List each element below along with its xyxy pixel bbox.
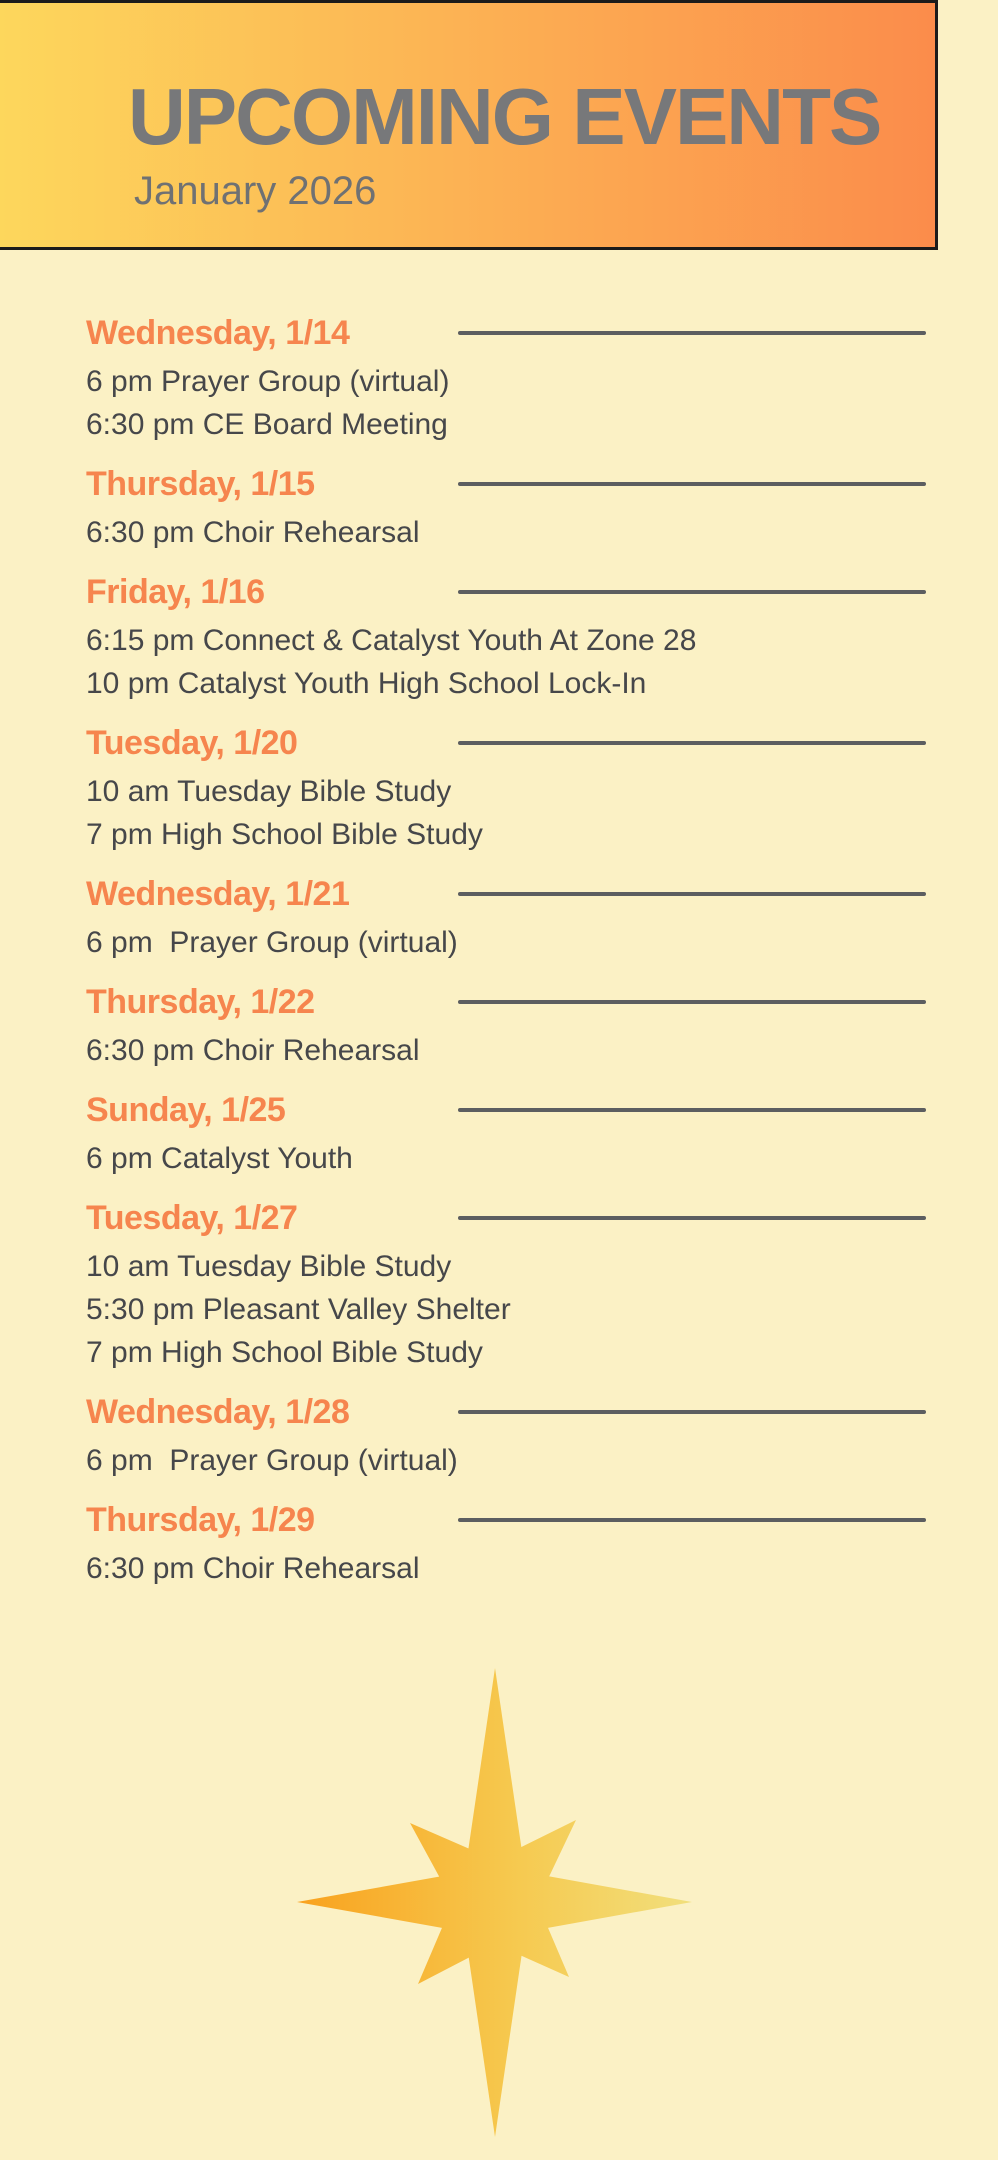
event-date-heading: Thursday, 1/22: [86, 983, 315, 1021]
event-item: 7 pm High School Bible Study: [86, 1336, 483, 1369]
event-item: 6:30 pm Choir Rehearsal: [86, 1552, 420, 1585]
page-subtitle: January 2026: [134, 169, 377, 213]
event-day-heading-row: [86, 1198, 978, 1239]
event-date-heading: Wednesday, 1/28: [86, 1393, 350, 1431]
divider-line: [458, 1216, 926, 1220]
event-items: [86, 619, 978, 705]
event-date-heading: Friday, 1/16: [86, 573, 265, 611]
event-day-block: [86, 572, 978, 705]
event-day-block: [86, 1198, 978, 1374]
event-date-heading: Wednesday, 1/14: [86, 314, 350, 352]
divider-line: [458, 1108, 926, 1112]
event-items: [86, 1245, 978, 1374]
event-items: [86, 511, 978, 554]
event-date-heading: Thursday, 1/29: [86, 1501, 315, 1539]
event-items: [86, 1137, 978, 1180]
event-item: 6:30 pm Choir Rehearsal: [86, 516, 420, 549]
event-day-block: [86, 464, 978, 554]
divider-line: [458, 1410, 926, 1414]
event-date-heading: Tuesday, 1/27: [86, 1199, 298, 1237]
event-date-heading: Tuesday, 1/20: [86, 724, 298, 762]
event-date-heading: Thursday, 1/15: [86, 465, 315, 503]
divider-line: [458, 590, 926, 594]
event-day-heading-row: [86, 1392, 978, 1433]
event-item: 7 pm High School Bible Study: [86, 818, 483, 851]
event-items: [86, 921, 978, 964]
event-items: [86, 1029, 978, 1072]
event-item: 6:30 pm Choir Rehearsal: [86, 1034, 420, 1067]
event-item: 5:30 pm Pleasant Valley Shelter: [86, 1293, 511, 1326]
event-day-heading-row: [86, 1500, 978, 1541]
event-item: 6 pm Prayer Group (virtual): [86, 365, 450, 398]
event-day-block: [86, 1500, 978, 1590]
event-day-heading-row: [86, 313, 978, 354]
event-item: 10 am Tuesday Bible Study: [86, 775, 452, 808]
event-items: [86, 1547, 978, 1590]
event-day-heading-row: [86, 723, 978, 764]
event-day-block: [86, 874, 978, 964]
divider-line: [458, 1000, 926, 1004]
divider-line: [458, 741, 926, 745]
divider-line: [458, 331, 926, 335]
event-items: [86, 1439, 978, 1482]
event-item: 10 am Tuesday Bible Study: [86, 1250, 452, 1283]
star-icon: [245, 1652, 745, 2152]
divider-line: [458, 892, 926, 896]
event-day-block: [86, 982, 978, 1072]
event-day-block: [86, 723, 978, 856]
event-item: 10 pm Catalyst Youth High School Lock-In: [86, 667, 647, 700]
event-day-block: [86, 1090, 978, 1180]
event-day-heading-row: [86, 874, 978, 915]
event-date-heading: Wednesday, 1/21: [86, 875, 350, 913]
event-item: 6 pm Prayer Group (virtual): [86, 1444, 458, 1477]
event-item: 6 pm Catalyst Youth: [86, 1142, 353, 1175]
event-day-heading-row: [86, 464, 978, 505]
divider-line: [458, 482, 926, 486]
event-item: 6:15 pm Connect & Catalyst Youth At Zone 28: [86, 624, 697, 657]
event-day-block: [86, 313, 978, 446]
divider-line: [458, 1518, 926, 1522]
event-day-block: [86, 1392, 978, 1482]
event-date-heading: Sunday, 1/25: [86, 1091, 286, 1129]
event-day-heading-row: [86, 1090, 978, 1131]
event-day-heading-row: [86, 982, 978, 1023]
event-day-heading-row: [86, 572, 978, 613]
page-title: UPCOMING EVENTS: [128, 72, 881, 161]
event-item: 6:30 pm CE Board Meeting: [86, 408, 448, 441]
header-banner: [0, 0, 938, 250]
event-item: 6 pm Prayer Group (virtual): [86, 926, 458, 959]
event-items: [86, 770, 978, 856]
event-items: [86, 360, 978, 446]
events-list: [0, 313, 998, 1590]
